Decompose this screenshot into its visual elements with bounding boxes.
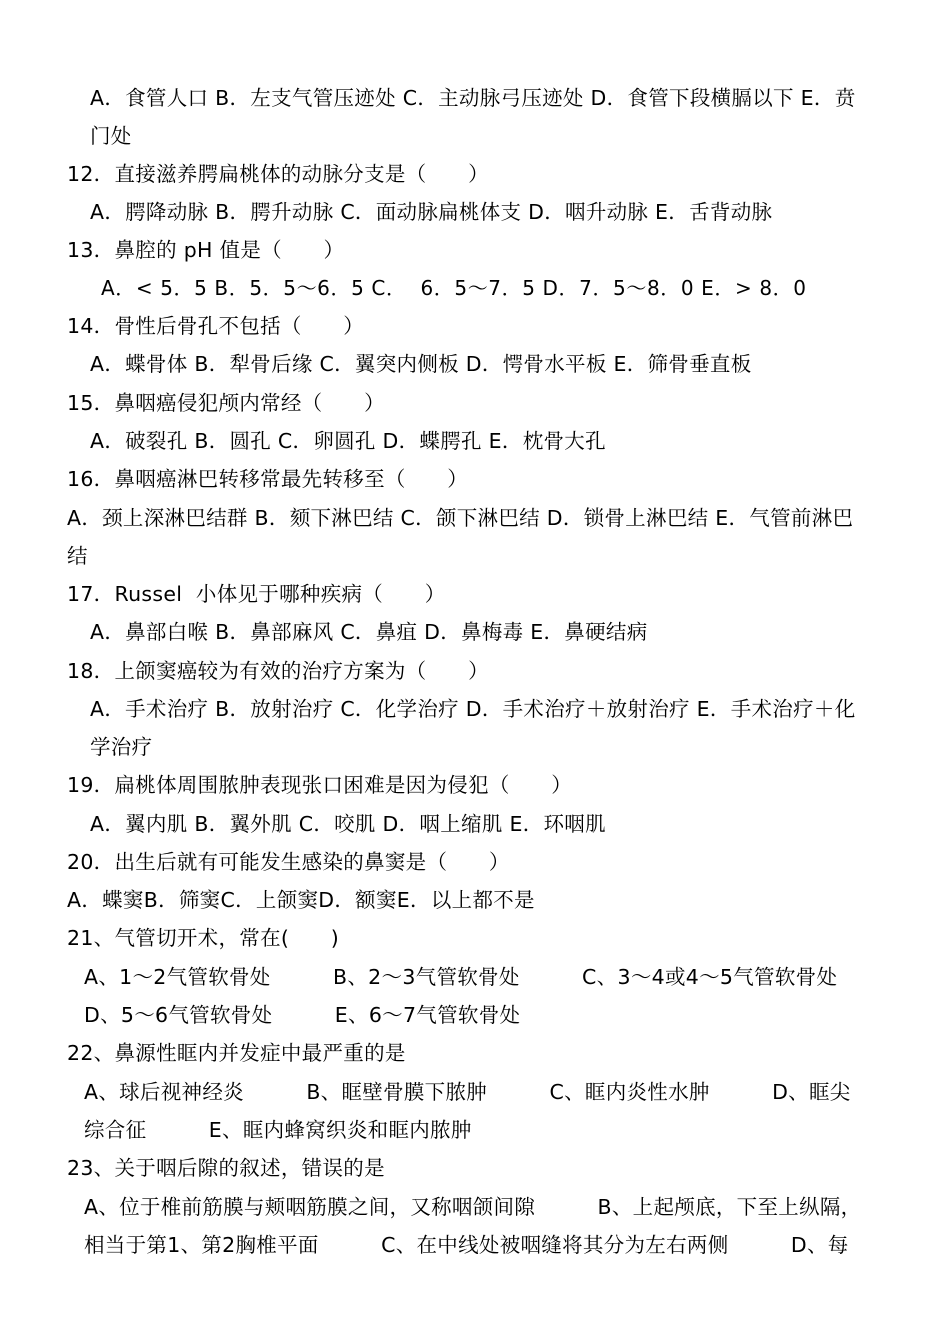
q18-stem: 18．上颌窦癌较为有效的治疗方案为（ ） bbox=[67, 659, 489, 683]
q22-options-line-2: 综合征 E、眶内蜂窝织炎和眶内脓肿 bbox=[84, 1118, 472, 1142]
q19-options: A．翼内肌 B．翼外肌 C．咬肌 D．咽上缩肌 E．环咽肌 bbox=[90, 812, 606, 836]
q23-options-line-2: 相当于第1、第2胸椎平面 C、在中线处被咽缝将其分为左右两侧 D、每 bbox=[84, 1233, 849, 1257]
q15-stem: 15．鼻咽癌侵犯颅内常经（ ） bbox=[67, 391, 385, 415]
q16-stem: 16．鼻咽癌淋巴转移常最先转移至（ ） bbox=[67, 467, 469, 491]
q22-options-line-1: A、球后视神经炎 B、眶壁骨膜下脓肿 C、眶内炎性水肿 D、眶尖 bbox=[84, 1080, 851, 1104]
q18-options-line-2: 学治疗 bbox=[90, 735, 153, 759]
q19-stem: 19．扁桃体周围脓肿表现张口困难是因为侵犯（ ） bbox=[67, 773, 573, 797]
q21-stem: 21、气管切开术，常在( ) bbox=[67, 926, 340, 950]
q17-options: A．鼻部白喉 B．鼻部麻风 C．鼻疽 D．鼻梅毒 E．鼻硬结病 bbox=[90, 620, 648, 644]
q13-options: A．< 5．5 B．5．5～6．5 C． 6．5～7．5 D．7．5～8．0 E．> 8．0 bbox=[101, 276, 807, 300]
q23-options-line-1: A、位于椎前筋膜与颊咽筋膜之间，又称咽颌间隙 B、上起颅底，下至上纵隔， bbox=[84, 1195, 862, 1219]
q22-stem: 22、鼻源性眶内并发症中最严重的是 bbox=[67, 1041, 406, 1065]
q17-stem: 17．Russel 小体见于哪种疾病（ ） bbox=[67, 582, 446, 606]
q13-stem: 13．鼻腔的 pH 值是（ ） bbox=[67, 238, 345, 262]
q20-options: A．蝶窦B．筛窦C．上颌窦D．额窦E．以上都不是 bbox=[67, 888, 535, 912]
q14-stem: 14．骨性后骨孔不包括（ ） bbox=[67, 314, 365, 338]
q16-options-line-2: 结 bbox=[67, 544, 88, 568]
q14-options: A．蝶骨体 B．犁骨后缘 C．翼突内侧板 D．愕骨水平板 E．筛骨垂直板 bbox=[90, 352, 752, 376]
q23-stem: 23、关于咽后隙的叙述，错误的是 bbox=[67, 1156, 385, 1180]
q18-options-line-1: A．手术治疗 B．放射治疗 C．化学治疗 D．手术治疗＋放射治疗 E．手术治疗＋化 bbox=[90, 697, 856, 721]
q16-options-line-1: A．颈上深淋巴结群 B．颏下淋巴结 C．颌下淋巴结 D．锁骨上淋巴结 E．气管前淋巴 bbox=[67, 506, 854, 530]
q12-options: A．腭降动脉 B．腭升动脉 C．面动脉扁桃体支 D．咽升动脉 E．舌背动脉 bbox=[90, 200, 773, 224]
q11-options-line-2: 门处 bbox=[90, 124, 132, 148]
q21-options-line-2: D、5～6气管软骨处 E、6～7气管软骨处 bbox=[84, 1003, 521, 1027]
q12-stem: 12．直接滋养腭扁桃体的动脉分支是（ ） bbox=[67, 162, 489, 186]
q11-options-line-1: A．食管人口 B．左支气管压迹处 C．主动脉弓压迹处 D．食管下段横膈以下 E．贲 bbox=[90, 86, 856, 110]
q21-options-line-1: A、1～2气管软骨处 B、2～3气管软骨处 C、3～4或4～5气管软骨处 bbox=[84, 965, 838, 989]
q15-options: A．破裂孔 B．圆孔 C．卵圆孔 D．蝶腭孔 E．枕骨大孔 bbox=[90, 429, 606, 453]
q20-stem: 20．出生后就有可能发生感染的鼻窦是（ ） bbox=[67, 850, 510, 874]
